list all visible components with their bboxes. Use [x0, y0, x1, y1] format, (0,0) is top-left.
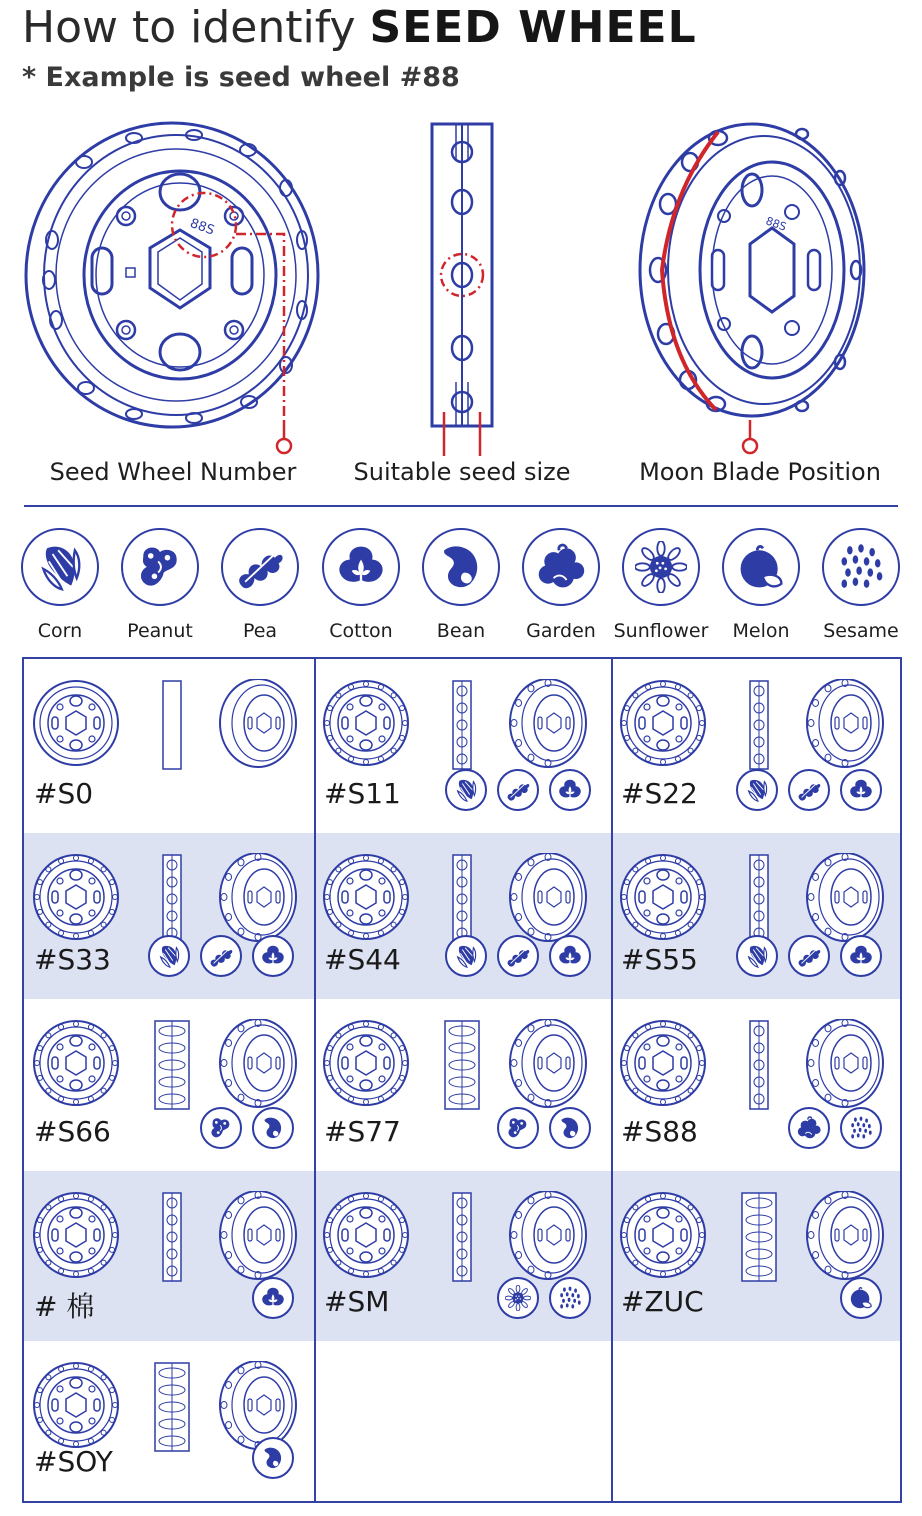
seed-type-peanut [110, 528, 210, 642]
sesame-icon [840, 1107, 882, 1149]
wheel-code: #S0 [34, 777, 94, 810]
seed-wheel-card [24, 659, 314, 833]
wheel-code: #S33 [34, 943, 111, 976]
pea-icon [788, 935, 830, 977]
wheel-code: #S55 [621, 943, 698, 976]
wheel-diagram [32, 679, 302, 779]
bean-icon [549, 1107, 591, 1149]
seed-type-cotton [311, 528, 411, 642]
wheel-diagram [619, 1019, 889, 1119]
title-prefix: How to identify [22, 2, 370, 53]
seed-type-pea [210, 528, 310, 642]
seed-type-melon [711, 528, 811, 642]
peanut-icon [497, 1107, 539, 1149]
seed-wheel-card [611, 833, 902, 999]
wheel-diagram [32, 1191, 302, 1291]
seed-label: Sunflower [613, 620, 709, 642]
corn-icon [21, 528, 99, 606]
seed-label: Bean [436, 620, 486, 642]
corn-icon [445, 935, 487, 977]
label-moon-blade-position: Moon Blade Position [639, 458, 881, 486]
seed-wheel-card [611, 999, 902, 1171]
garden-icon [788, 1107, 830, 1149]
seed-wheel-card [24, 1341, 314, 1501]
cotton-icon [252, 1277, 294, 1319]
corn-icon [148, 935, 190, 977]
peanut-icon [200, 1107, 242, 1149]
wheel-code: #SM [324, 1285, 390, 1318]
corn-icon [736, 769, 778, 811]
melon-icon [722, 528, 800, 606]
melon-icon [840, 1277, 882, 1319]
corn-icon [445, 769, 487, 811]
seed-type-bean [411, 528, 511, 642]
hero-moon-blade-view [632, 120, 872, 460]
page-subtitle: * Example is seed wheel #88 [22, 62, 460, 93]
seed-type-corn [10, 528, 110, 642]
seed-label: Garden [526, 620, 596, 642]
svg-text:88S: 88S [763, 214, 789, 234]
wheel-code: #S44 [324, 943, 401, 976]
seed-wheel-card [24, 1171, 314, 1341]
column-divider [314, 659, 316, 1501]
seed-wheel-card [24, 833, 314, 999]
seed-wheel-card [314, 833, 611, 999]
seed-type-garden [511, 528, 611, 642]
wheel-engraving: 88S [187, 216, 217, 239]
cotton-icon [840, 769, 882, 811]
bean-icon [252, 1107, 294, 1149]
wheel-code: #ZUC [621, 1285, 704, 1318]
cotton-icon [549, 935, 591, 977]
hero-side-profile [426, 120, 498, 460]
seed-label: Melon [732, 620, 790, 642]
cotton-icon [840, 935, 882, 977]
seed-label: Peanut [127, 620, 193, 642]
hero-front-wheel [24, 120, 324, 460]
peanut-icon [121, 528, 199, 606]
wheel-code: # 棉 [34, 1290, 95, 1323]
cotton-icon [549, 769, 591, 811]
title-bold: SEED WHEEL [369, 2, 697, 53]
pea-icon [497, 935, 539, 977]
label-suitable-seed-size: Suitable seed size [353, 458, 571, 486]
wheel-diagram [619, 1191, 889, 1291]
pea-icon [221, 528, 299, 606]
sesame-icon [822, 528, 900, 606]
wheel-diagram [322, 1019, 592, 1119]
label-seed-wheel-number: Seed Wheel Number [49, 458, 297, 486]
seed-label: Cotton [329, 620, 393, 642]
wheel-diagram [32, 1019, 302, 1119]
seed-label: Corn [37, 620, 83, 642]
garden-icon [522, 528, 600, 606]
sesame-icon [549, 1277, 591, 1319]
section-divider [24, 505, 898, 507]
seed-wheel-card [314, 1171, 611, 1341]
wheel-code: #SOY [34, 1445, 113, 1478]
seed-label: Pea [242, 620, 278, 642]
wheel-code: #S88 [621, 1115, 698, 1148]
seed-wheel-card [314, 659, 611, 833]
sunflower-icon [622, 528, 700, 606]
page-title [22, 2, 697, 54]
seed-wheel-grid [22, 657, 902, 1503]
wheel-code: #S66 [34, 1115, 111, 1148]
pea-icon [497, 769, 539, 811]
cotton-icon [322, 528, 400, 606]
wheel-code: #S77 [324, 1115, 401, 1148]
corn-icon [736, 935, 778, 977]
bean-icon [252, 1437, 294, 1479]
sunflower-icon [497, 1277, 539, 1319]
seed-wheel-card [611, 1171, 902, 1341]
wheel-code: #S11 [324, 777, 401, 810]
seed-wheel-card [314, 999, 611, 1171]
wheel-diagram [322, 1191, 592, 1291]
pea-icon [200, 935, 242, 977]
wheel-code: #S22 [621, 777, 698, 810]
wheel-diagram [619, 679, 889, 779]
column-divider [611, 659, 613, 1501]
seed-wheel-card [611, 659, 902, 833]
bean-icon [422, 528, 500, 606]
seed-type-sesame [811, 528, 911, 642]
seed-wheel-card [24, 999, 314, 1171]
wheel-diagram [322, 679, 592, 779]
cotton-icon [252, 935, 294, 977]
seed-label: Sesame [823, 620, 899, 642]
seed-type-sunflower [611, 528, 711, 642]
pea-icon [788, 769, 830, 811]
